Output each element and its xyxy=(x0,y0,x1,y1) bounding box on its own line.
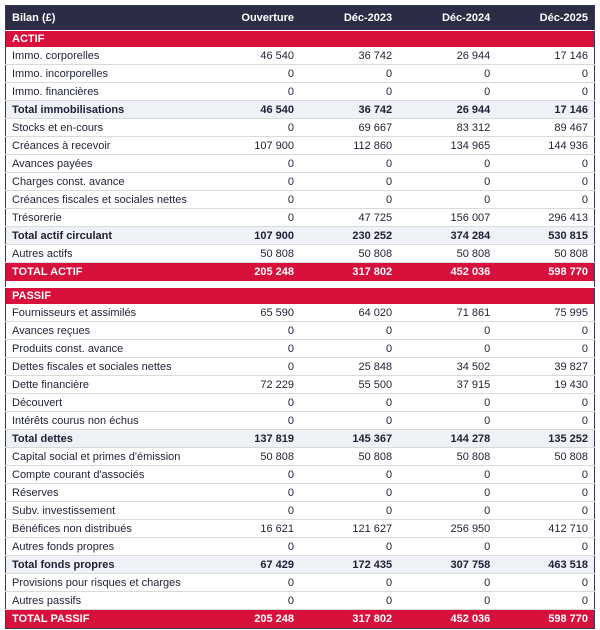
row-value: 0 xyxy=(398,322,496,340)
row-value: 50 808 xyxy=(300,245,398,263)
row-value: 0 xyxy=(202,502,300,520)
row-value: 67 429 xyxy=(202,556,300,574)
row-value: 0 xyxy=(300,574,398,592)
row-value: 0 xyxy=(398,65,496,83)
table-row xyxy=(6,520,595,538)
row-value: 64 020 xyxy=(300,304,398,322)
row-value: 0 xyxy=(398,466,496,484)
row-label: Bénéfices non distribués xyxy=(6,520,202,538)
row-value: 0 xyxy=(202,358,300,376)
row-label: Subv. investissement xyxy=(6,502,202,520)
balance-sheet-table xyxy=(5,5,595,629)
row-value: 0 xyxy=(496,322,594,340)
row-value: 0 xyxy=(300,412,398,430)
row-value: 83 312 xyxy=(398,119,496,137)
row-value: 0 xyxy=(202,394,300,412)
row-label: Fournisseurs et assimilés xyxy=(6,304,202,322)
table-row xyxy=(6,119,595,137)
row-value: 112 860 xyxy=(300,137,398,155)
row-value: 0 xyxy=(398,592,496,610)
row-value: 0 xyxy=(202,340,300,358)
row-value: 0 xyxy=(202,574,300,592)
row-value: 256 950 xyxy=(398,520,496,538)
table-row xyxy=(6,592,595,610)
row-value: 0 xyxy=(398,412,496,430)
row-label: Dette financière xyxy=(6,376,202,394)
row-value: 0 xyxy=(496,394,594,412)
row-label: Dettes fiscales et sociales nettes xyxy=(6,358,202,376)
row-label: Réserves xyxy=(6,484,202,502)
row-value: 0 xyxy=(300,155,398,173)
table-row xyxy=(6,209,595,227)
row-value: 0 xyxy=(398,155,496,173)
row-value: 17 146 xyxy=(496,101,594,119)
table-row xyxy=(6,47,595,65)
section-header-row xyxy=(6,31,595,48)
row-value: 39 827 xyxy=(496,358,594,376)
row-value: 296 413 xyxy=(496,209,594,227)
row-value: 0 xyxy=(496,191,594,209)
row-value: 0 xyxy=(300,484,398,502)
row-label: Immo. corporelles xyxy=(6,47,202,65)
row-value: 19 430 xyxy=(496,376,594,394)
table-row xyxy=(6,322,595,340)
table-row xyxy=(6,155,595,173)
row-value: 0 xyxy=(496,340,594,358)
row-value: 47 725 xyxy=(300,209,398,227)
row-label: Total actif circulant xyxy=(6,227,202,245)
row-value: 89 467 xyxy=(496,119,594,137)
row-value: 0 xyxy=(202,538,300,556)
table-row xyxy=(6,448,595,466)
row-value: 0 xyxy=(202,173,300,191)
row-value: 0 xyxy=(300,538,398,556)
row-value: 0 xyxy=(496,412,594,430)
table-row xyxy=(6,173,595,191)
subtotal-row xyxy=(6,430,595,448)
row-value: 0 xyxy=(496,173,594,191)
row-label: Trésorerie xyxy=(6,209,202,227)
row-value: 0 xyxy=(202,466,300,484)
row-value: 0 xyxy=(300,65,398,83)
table-row xyxy=(6,394,595,412)
row-label: Immo. incorporelles xyxy=(6,65,202,83)
total-row xyxy=(6,263,595,282)
row-value: 0 xyxy=(496,155,594,173)
row-value: 17 146 xyxy=(496,47,594,65)
row-label: Créances fiscales et sociales nettes xyxy=(6,191,202,209)
row-value: 71 861 xyxy=(398,304,496,322)
row-value: 135 252 xyxy=(496,430,594,448)
row-value: 0 xyxy=(398,502,496,520)
row-value: 0 xyxy=(202,209,300,227)
row-value: 0 xyxy=(496,65,594,83)
row-value: 530 815 xyxy=(496,227,594,245)
row-value: 230 252 xyxy=(300,227,398,245)
row-value: 463 518 xyxy=(496,556,594,574)
row-value: 0 xyxy=(202,65,300,83)
row-value: 65 590 xyxy=(202,304,300,322)
subtotal-row xyxy=(6,101,595,119)
row-value: 0 xyxy=(202,155,300,173)
row-label: Autres actifs xyxy=(6,245,202,263)
total-row-value: 598 770 xyxy=(496,263,594,282)
row-value: 374 284 xyxy=(398,227,496,245)
row-value: 0 xyxy=(398,484,496,502)
table-row xyxy=(6,538,595,556)
row-label: Créances à recevoir xyxy=(6,137,202,155)
row-label: Total dettes xyxy=(6,430,202,448)
row-label: Immo. financières xyxy=(6,83,202,101)
table-row xyxy=(6,466,595,484)
row-value: 50 808 xyxy=(496,448,594,466)
row-value: 107 900 xyxy=(202,137,300,155)
row-value: 46 540 xyxy=(202,47,300,65)
section-header-label: PASSIF xyxy=(6,288,595,305)
row-label: Capital social et primes d'émission xyxy=(6,448,202,466)
row-value: 121 627 xyxy=(300,520,398,538)
total-row-value: 452 036 xyxy=(398,263,496,282)
row-label: Découvert xyxy=(6,394,202,412)
row-label: Avances payées xyxy=(6,155,202,173)
table-row xyxy=(6,245,595,263)
row-value: 0 xyxy=(300,83,398,101)
table-row xyxy=(6,502,595,520)
table-row xyxy=(6,340,595,358)
row-value: 50 808 xyxy=(202,245,300,263)
row-value: 172 435 xyxy=(300,556,398,574)
total-row-value: 317 802 xyxy=(300,263,398,282)
row-value: 144 278 xyxy=(398,430,496,448)
total-row-value: 205 248 xyxy=(202,610,300,629)
total-row-value: 452 036 xyxy=(398,610,496,629)
row-value: 34 502 xyxy=(398,358,496,376)
table-row xyxy=(6,304,595,322)
row-value: 0 xyxy=(398,173,496,191)
row-value: 0 xyxy=(496,484,594,502)
row-value: 50 808 xyxy=(300,448,398,466)
row-value: 137 819 xyxy=(202,430,300,448)
total-row-label: TOTAL ACTIF xyxy=(6,263,202,282)
header-row xyxy=(6,6,595,31)
row-label: Avances reçues xyxy=(6,322,202,340)
row-value: 0 xyxy=(300,394,398,412)
row-value: 0 xyxy=(300,592,398,610)
table-header xyxy=(6,6,595,31)
row-value: 0 xyxy=(202,119,300,137)
row-value: 0 xyxy=(398,394,496,412)
total-row-label: TOTAL PASSIF xyxy=(6,610,202,629)
row-value: 25 848 xyxy=(300,358,398,376)
row-value: 50 808 xyxy=(398,245,496,263)
row-label: Autres fonds propres xyxy=(6,538,202,556)
row-value: 307 758 xyxy=(398,556,496,574)
column-header-dec-2023: Déc-2023 xyxy=(300,6,398,31)
table-row xyxy=(6,137,595,155)
row-value: 0 xyxy=(300,191,398,209)
row-value: 37 915 xyxy=(398,376,496,394)
column-header-bilan: Bilan (£) xyxy=(6,6,202,31)
row-value: 46 540 xyxy=(202,101,300,119)
row-value: 0 xyxy=(496,502,594,520)
row-value: 0 xyxy=(202,83,300,101)
column-header-dec-2024: Déc-2024 xyxy=(398,6,496,31)
table-row xyxy=(6,484,595,502)
row-value: 0 xyxy=(202,191,300,209)
row-label: Total immobilisations xyxy=(6,101,202,119)
row-label: Produits const. avance xyxy=(6,340,202,358)
row-value: 0 xyxy=(202,592,300,610)
table-row xyxy=(6,83,595,101)
row-label: Stocks et en-cours xyxy=(6,119,202,137)
row-value: 0 xyxy=(300,322,398,340)
table-row xyxy=(6,191,595,209)
row-value: 0 xyxy=(398,340,496,358)
row-value: 0 xyxy=(300,502,398,520)
column-header-dec-2025: Déc-2025 xyxy=(496,6,594,31)
row-value: 0 xyxy=(496,83,594,101)
total-row-value: 205 248 xyxy=(202,263,300,282)
row-value: 26 944 xyxy=(398,101,496,119)
row-value: 16 621 xyxy=(202,520,300,538)
row-value: 107 900 xyxy=(202,227,300,245)
table-row xyxy=(6,412,595,430)
row-value: 69 667 xyxy=(300,119,398,137)
row-value: 50 808 xyxy=(202,448,300,466)
row-label: Compte courant d'associés xyxy=(6,466,202,484)
table-row xyxy=(6,65,595,83)
subtotal-row xyxy=(6,556,595,574)
row-value: 36 742 xyxy=(300,47,398,65)
row-label: Total fonds propres xyxy=(6,556,202,574)
row-value: 0 xyxy=(496,466,594,484)
row-value: 0 xyxy=(300,466,398,484)
table-body xyxy=(6,31,595,629)
row-value: 0 xyxy=(300,173,398,191)
row-value: 0 xyxy=(398,83,496,101)
total-row-value: 598 770 xyxy=(496,610,594,629)
row-value: 144 936 xyxy=(496,137,594,155)
row-value: 50 808 xyxy=(496,245,594,263)
row-value: 0 xyxy=(496,574,594,592)
row-value: 0 xyxy=(496,538,594,556)
section-header-label: ACTIF xyxy=(6,31,595,48)
section-header-row xyxy=(6,288,595,305)
row-label: Charges const. avance xyxy=(6,173,202,191)
table-row xyxy=(6,358,595,376)
row-value: 50 808 xyxy=(398,448,496,466)
row-value: 0 xyxy=(398,538,496,556)
row-value: 0 xyxy=(496,592,594,610)
row-value: 145 367 xyxy=(300,430,398,448)
row-value: 72 229 xyxy=(202,376,300,394)
row-value: 0 xyxy=(202,484,300,502)
row-value: 26 944 xyxy=(398,47,496,65)
row-label: Provisions pour risques et charges xyxy=(6,574,202,592)
column-header-ouverture: Ouverture xyxy=(202,6,300,31)
row-label: Autres passifs xyxy=(6,592,202,610)
row-value: 75 995 xyxy=(496,304,594,322)
row-value: 55 500 xyxy=(300,376,398,394)
row-value: 0 xyxy=(300,340,398,358)
table-row xyxy=(6,376,595,394)
total-row xyxy=(6,610,595,629)
row-value: 0 xyxy=(398,574,496,592)
row-value: 134 965 xyxy=(398,137,496,155)
table-row xyxy=(6,574,595,592)
row-value: 0 xyxy=(202,412,300,430)
subtotal-row xyxy=(6,227,595,245)
total-row-value: 317 802 xyxy=(300,610,398,629)
row-value: 0 xyxy=(398,191,496,209)
row-value: 156 007 xyxy=(398,209,496,227)
row-value: 0 xyxy=(202,322,300,340)
row-value: 36 742 xyxy=(300,101,398,119)
row-label: Intérêts courus non échus xyxy=(6,412,202,430)
row-value: 412 710 xyxy=(496,520,594,538)
